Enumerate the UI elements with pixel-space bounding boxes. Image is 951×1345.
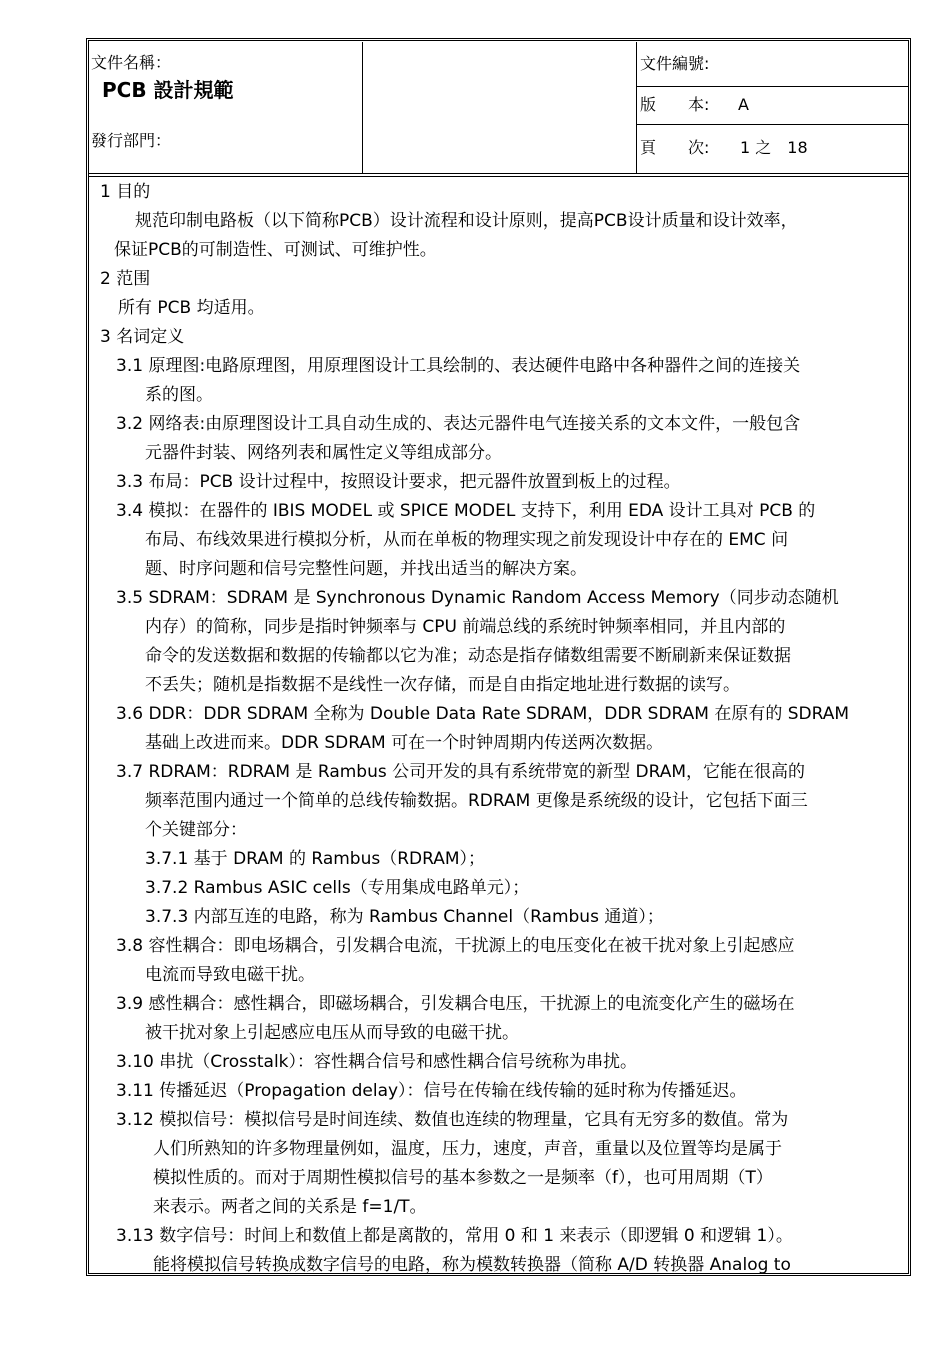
body-line: 布局、布线效果进行模拟分析，从而在单板的物理实现之前发现设计中存在的 EMC 问 — [128, 530, 789, 550]
body-line: 个关键部分： — [128, 820, 247, 840]
version-label: 版 本: — [640, 95, 710, 114]
body-line: 2 范围 — [100, 269, 151, 289]
body-line: 3.2 网络表:由原理图设计工具自动生成的、表达元器件电气连接关系的文本文件，一般包含 — [116, 414, 801, 434]
body-line: 3.9 感性耦合：感性耦合，即磁场耦合，引发耦合电压，干扰源上的电流变化产生的磁场在 — [116, 994, 795, 1014]
body-line: 不丢失；随机是指数据不是线性一次存储，而是自由指定地址进行数据的读写。 — [128, 675, 740, 695]
body-line: 3.5 SDRAM：SDRAM 是 Synchronous Dynamic Random Access Memory（同步动态随机 — [116, 588, 839, 608]
body-line: 3.7 RDRAM：RDRAM 是 Rambus 公司开发的具有系统带宽的新型 DRAM，它能在很高的 — [116, 762, 806, 782]
body-line: 模拟性质的。而对于周期性模拟信号的基本参数之一是频率（f），也可用周期（T） — [136, 1168, 773, 1188]
header-row-line-2 — [636, 124, 908, 125]
body-line: 元器件封装、网络列表和属性定义等组成部分。 — [128, 443, 502, 463]
body-line: 命令的发送数据和数据的传输都以它为准；动态是指存储数组需要不断刷新来保证数据 — [128, 646, 791, 666]
body-line: 3.12 模拟信号：模拟信号是时间连续、数值也连续的物理量，它具有无穷多的数值。常为 — [116, 1110, 789, 1130]
version-value: A — [738, 95, 749, 114]
body-line: 能将模拟信号转换成数字信号的电路，称为模数转换器（简称 A/D 转换器 Analog to — [136, 1255, 791, 1275]
body-line: 3.7.2 Rambus ASIC cells（专用集成电路单元）； — [128, 878, 530, 898]
body-line: 3.4 模拟：在器件的 IBIS MODEL 或 SPICE MODEL 支持下，利用 EDA 设计工具对 PCB 的 — [116, 501, 816, 521]
body-line: 内存）的简称，同步是指时钟频率与 CPU 前端总线的系统时钟频率相同，并且内部的 — [128, 617, 786, 637]
body-line: 所有 PCB 均适用。 — [118, 298, 265, 318]
header-row-line-1 — [636, 86, 908, 87]
body-line: 3.7.3 内部互连的电路，称为 Rambus Channel（Rambus 通道）； — [128, 907, 664, 927]
header-divider-right — [636, 42, 637, 174]
body-line: 保证PCB的可制造性、可测试、可维护性。 — [114, 240, 437, 260]
body-line: 被干扰对象上引起感应电压从而导致的电磁干扰。 — [128, 1023, 519, 1043]
body-line: 3.10 串扰（Crosstalk）：容性耦合信号和感性耦合信号统称为串扰。 — [116, 1052, 638, 1072]
body-line: 基础上改进而来。DDR SDRAM 可在一个时钟周期内传送两次数据。 — [128, 733, 664, 753]
file-number-label: 文件編號: — [640, 54, 710, 73]
body-line: 来表示。两者之间的关系是 f=1/T。 — [136, 1197, 427, 1217]
body-line: 3.1 原理图:电路原理图，用原理图设计工具绘制的、表达硬件电路中各种器件之间的连接关 — [116, 356, 801, 376]
header-bottom-line-b — [89, 176, 908, 177]
body-line: 系的图。 — [128, 385, 213, 405]
body-line: 3 名词定义 — [100, 327, 185, 347]
body-line: 3.7.1 基于 DRAM 的 Rambus（RDRAM）； — [128, 849, 486, 869]
document-title: PCB 設計規範 — [102, 78, 234, 102]
file-name-label: 文件名稱： — [91, 53, 172, 72]
body-line: 1 目的 — [100, 182, 151, 202]
issuing-dept-label: 發行部門： — [91, 131, 172, 150]
body-line: 规范印制电路板（以下简称PCB）设计流程和设计原则，提高PCB设计质量和设计效率， — [118, 211, 798, 231]
page-label: 頁 次: — [640, 138, 710, 157]
body-line: 频率范围内通过一个简单的总线传输数据。RDRAM 更像是系统级的设计，它包括下面三 — [128, 791, 808, 811]
body-line: 电流而导致电磁干扰。 — [128, 965, 315, 985]
body-line: 3.11 传播延迟（Propagation delay）：信号在传输在线传输的延时称为传播延迟。 — [116, 1081, 747, 1101]
body-line: 3.3 布局：PCB 设计过程中，按照设计要求，把元器件放置到板上的过程。 — [116, 472, 681, 492]
body-line: 人们所熟知的许多物理量例如，温度，压力，速度，声音，重量以及位置等均是属于 — [136, 1139, 782, 1159]
body-line: 3.8 容性耦合：即电场耦合，引发耦合电流，干扰源上的电压变化在被干扰对象上引起感应 — [116, 936, 795, 956]
header-divider-left — [362, 42, 363, 174]
body-line: 题、时序问题和信号完整性问题，并找出适当的解决方案。 — [128, 559, 587, 579]
page-value: 1 之 18 — [740, 138, 808, 157]
body-line: 3.6 DDR：DDR SDRAM 全称为 Double Data Rate SDRAM，DDR SDRAM 在原有的 SDRAM — [116, 704, 850, 724]
header-bottom-line-a — [89, 173, 908, 174]
body-line: 3.13 数字信号：时间上和数值上都是离散的，常用 0 和 1 来表示（即逻辑 0 和逻辑 1）。 — [116, 1226, 793, 1246]
document-body — [90, 178, 890, 1280]
